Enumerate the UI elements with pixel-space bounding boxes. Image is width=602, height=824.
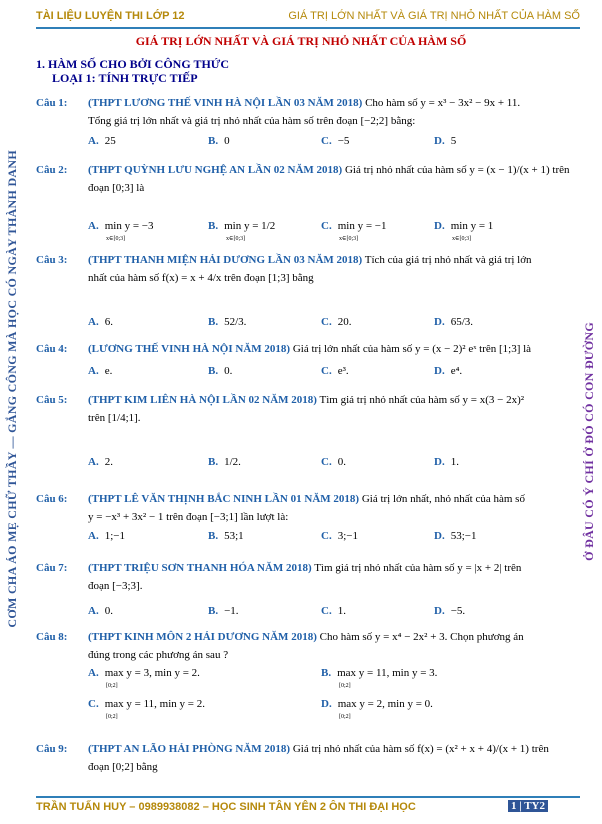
option-label: A. [88,667,99,679]
question-number: Câu 3: [36,254,68,266]
option-value: e. [104,365,113,377]
question-number: Câu 9: [36,743,68,755]
option-value: 1;−1 [104,530,125,542]
option-label: C. [321,605,332,617]
footer-rule [36,796,580,798]
option-value: 20. [337,316,352,328]
option-label: D. [434,135,445,147]
answer-option-b[interactable] [208,529,244,544]
option-label: C. [321,530,332,542]
answer-option-c[interactable] [321,364,349,379]
question-source: (LƯƠNG THẾ VINH HÀ NỘI NĂM 2018) [88,343,291,355]
question-source: (THPT LƯƠNG THẾ VINH HÀ NỘI LẦN 03 NĂM 2018) [88,97,363,109]
option-label: B. [208,220,219,232]
question-text [88,742,582,775]
question-number: Câu 4: [36,343,68,355]
question-text [88,253,582,286]
option-label: D. [434,316,445,328]
option-label: A. [88,220,99,232]
answer-option-d[interactable] [434,315,473,330]
answer-option-d[interactable] [434,134,456,149]
option-value: 2. [104,456,113,468]
question-number: Câu 1: [36,97,68,109]
option-subscript: [0;2] [106,683,118,689]
question-text [88,163,582,196]
option-value: 25 [104,135,116,147]
option-label: B. [208,530,219,542]
option-label: D. [321,698,332,710]
answer-option-d[interactable] [434,455,459,470]
option-label: B. [321,667,332,679]
section-heading: 1. HÀM SỐ CHO BỞI CÔNG THỨC [36,57,230,71]
option-label: C. [321,220,332,232]
answer-option-a[interactable] [88,666,200,694]
question-text [88,96,582,129]
question-text [88,492,582,525]
option-value: e⁴. [450,365,463,377]
option-label: B. [208,365,219,377]
question-body: Tìm giá trị nhỏ nhất của hàm số y = |x + 2| trên [311,562,522,574]
option-value: 0. [104,605,113,617]
option-value: 6. [104,316,113,328]
option-value: max y = 11, min y = 3. [337,667,438,679]
question-body-line2: đúng trong các phương án sau ? [88,649,229,661]
option-value: 53;1 [224,530,244,542]
option-label: C. [88,698,99,710]
page-header [36,8,580,24]
question-body: Cho hàm số y = x³ − 3x² − 9x + 11. [362,97,521,109]
answer-option-b[interactable] [208,315,246,330]
option-label: D. [434,530,445,542]
header-rule [36,27,580,29]
answer-option-b[interactable] [208,134,230,149]
question-body-line2: nhất của hàm số f(x) = x + 4/x trên đoạn [1;3] bằng [88,272,314,284]
option-label: B. [208,135,219,147]
option-subscript: x∈[0;3] [452,236,472,242]
answer-option-d[interactable] [321,697,433,725]
question-body-line2: đoạn [−3;3]. [88,580,143,592]
question-number: Câu 7: [36,562,68,574]
question-body: Tích của giá trị nhỏ nhất và giá trị lớn [362,254,532,266]
question-number: Câu 8: [36,631,68,643]
answer-option-a[interactable] [88,315,113,330]
option-label: C. [321,135,332,147]
answer-option-c[interactable] [321,219,386,247]
question-source: (THPT AN LÃO HẢI PHÒNG NĂM 2018) [88,743,291,755]
answer-option-b[interactable] [208,219,275,247]
answer-option-a[interactable] [88,219,153,247]
question-source: (THPT LÊ VĂN THỊNH BẮC NINH LẦN 01 NĂM 2018) [88,493,360,505]
option-label: C. [321,316,332,328]
question-body-line2: Tổng giá trị lớn nhất và giá trị nhỏ nhất của hàm số trên đoạn [−2;2] bằng: [88,115,416,127]
option-value: min y = 1/2 [224,220,276,232]
option-label: A. [88,530,99,542]
option-value: 1. [450,456,459,468]
question-body: Giá trị nhỏ nhất của hàm số y = (x − 1)/(x + 1) trên [342,164,570,176]
question-body-line2: đoạn [0;2] bằng [88,761,158,773]
answer-option-d[interactable] [434,364,462,379]
option-label: D. [434,456,445,468]
option-subscript: x∈[0;3] [339,236,359,242]
option-value: max y = 2, min y = 0. [337,698,433,710]
option-label: D. [434,605,445,617]
option-subscript: [0;2] [339,683,351,689]
answer-option-c[interactable] [321,529,358,544]
page-number: 1 | TY2 [508,800,548,812]
option-label: C. [321,365,332,377]
option-value: min y = −1 [337,220,387,232]
question-text [88,561,582,594]
option-subscript: x∈[0;3] [226,236,246,242]
question-body: Cho hàm số y = x⁴ − 2x² + 3. Chọn phương án [316,631,524,643]
option-value: −1. [224,605,239,617]
question-source: (THPT KIM LIÊN HÀ NỘI LẦN 02 NĂM 2018) [88,394,317,406]
option-value: 3;−1 [337,530,358,542]
option-subscript: [0;2] [339,714,351,720]
option-label: A. [88,135,99,147]
question-body: Giá trị nhỏ nhất của hàm số f(x) = (x² + x + 4)/(x + 1) trên [290,743,549,755]
option-subscript: x∈[0;3] [106,236,126,242]
option-value: 1/2. [224,456,241,468]
question-text [88,630,582,663]
footer-text: TRẦN TUẤN HUY – 0989938082 – HỌC SINH TÂN YÊN 2 ÔN THI ĐẠI HỌC [36,801,416,813]
question-body-line2: đoạn [0;3] là [88,182,145,194]
question-body-line2: y = −x³ + 3x² − 1 trên đoạn [−3;1] lần lượt là: [88,511,289,523]
question-body: Giá trị lớn nhất của hàm số y = (x − 2)² eˣ trên [1;3] là [290,343,532,355]
header-right: GIÁ TRỊ LỚN NHẤT VÀ GIÁ TRỊ NHỎ NHẤT CỦA HÀM SỐ [288,10,580,22]
answer-option-c[interactable] [88,697,205,725]
option-label: A. [88,605,99,617]
option-label: B. [208,316,219,328]
option-value: 65/3. [450,316,474,328]
question-number: Câu 5: [36,394,68,406]
question-number: Câu 6: [36,493,68,505]
option-value: 0. [224,365,233,377]
page-title: GIÁ TRỊ LỚN NHẤT VÀ GIÁ TRỊ NHỎ NHẤT CỦA HÀM SỐ [135,34,467,48]
answer-option-c[interactable] [321,134,349,149]
option-subscript: [0;2] [106,714,118,720]
option-label: B. [208,605,219,617]
answer-option-d[interactable] [434,219,493,247]
option-value: max y = 11, min y = 2. [104,698,206,710]
question-source: (THPT TRIỆU SƠN THANH HÓA NĂM 2018) [88,562,312,574]
subsection-heading: LOẠI 1: TÍNH TRỰC TIẾP [52,71,198,85]
option-label: D. [434,220,445,232]
question-text [88,342,582,357]
question-body: Giá trị lớn nhất, nhỏ nhất của hàm số [359,493,525,505]
option-label: A. [88,365,99,377]
question-body-line2: trên [1/4;1]. [88,412,141,424]
answer-option-a[interactable] [88,134,116,149]
question-source: (THPT KINH MÔN 2 HẢI DƯƠNG NĂM 2018) [88,631,317,643]
answer-option-a[interactable] [88,364,112,379]
question-body: Tìm giá trị nhỏ nhất của hàm số y = x(3 − 2x)² [316,394,525,406]
question-text [88,393,582,426]
side-motto-right: Ở ĐÂU CÓ Ý CHÍ Ở ĐÓ CÓ CON ĐƯỜNG [582,322,596,561]
answer-option-b[interactable] [321,666,437,694]
option-value: −5 [337,135,350,147]
answer-option-d[interactable] [434,529,476,544]
option-value: 1. [337,605,346,617]
answer-option-c[interactable] [321,604,346,619]
option-value: min y = 1 [450,220,494,232]
option-value: e³. [337,365,349,377]
question-number: Câu 2: [36,164,68,176]
option-value: max y = 3, min y = 2. [104,667,200,679]
option-value: 5 [450,135,457,147]
option-label: A. [88,456,99,468]
option-value: 0. [337,456,346,468]
answer-option-a[interactable] [88,529,125,544]
answer-option-c[interactable] [321,315,351,330]
option-label: C. [321,456,332,468]
answer-option-c[interactable] [321,455,346,470]
answer-option-b[interactable] [208,364,232,379]
option-value: min y = −3 [104,220,154,232]
option-value: 52/3. [224,316,247,328]
answer-option-d[interactable] [434,604,465,619]
option-label: A. [88,316,99,328]
side-motto-left: CƠM CHA ÁO MẸ CHỮ THẦY — GẮNG CÔNG MÀ HỌC CÓ NGÀY THÀNH DANH [5,150,19,628]
answer-option-b[interactable] [208,604,239,619]
option-label: D. [434,365,445,377]
option-label: B. [208,456,219,468]
question-source: (THPT QUỲNH LƯU NGHỆ AN LẦN 02 NĂM 2018) [88,164,343,176]
answer-option-a[interactable] [88,455,113,470]
header-left: TÀI LIỆU LUYỆN THI LỚP 12 [36,10,185,22]
answer-option-b[interactable] [208,455,241,470]
option-value: 0 [224,135,230,147]
answer-option-a[interactable] [88,604,113,619]
option-value: 53;−1 [450,530,477,542]
option-value: −5. [450,605,466,617]
question-source: (THPT THANH MIỆN HẢI DƯƠNG LẦN 03 NĂM 2018) [88,254,363,266]
